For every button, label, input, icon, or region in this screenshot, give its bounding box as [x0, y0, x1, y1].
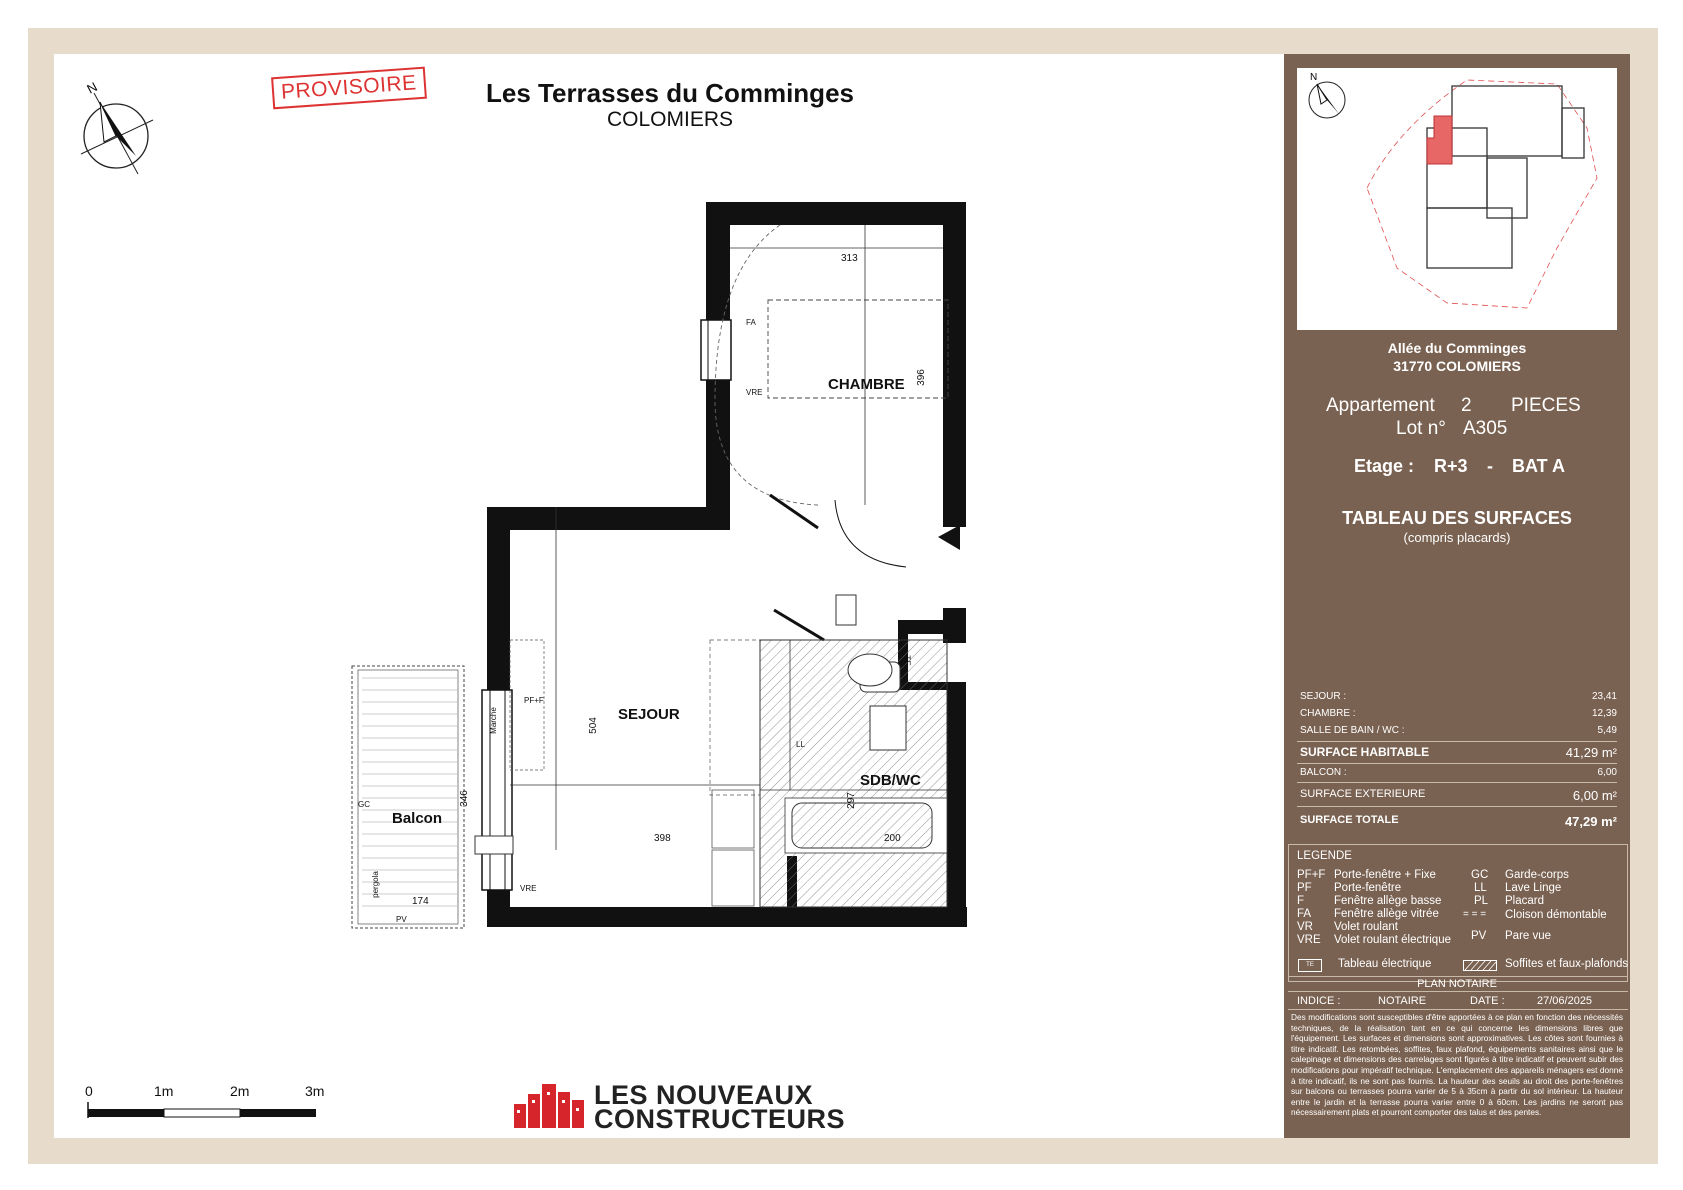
surface-row-sdb: SALLE DE BAIN / WC : 5,49 [1300, 725, 1617, 736]
entrance-arrow-icon [938, 525, 960, 550]
label-gc: GC [358, 800, 370, 809]
legend-text: Porte-fenêtre [1334, 882, 1402, 894]
brand-logo-icon [512, 1080, 586, 1130]
apartment-label: Appartement [1326, 395, 1435, 416]
legend-code: PL [1474, 895, 1489, 907]
surfaces-table-subtitle: (compris placards) [1403, 530, 1511, 545]
label-pv: PV [396, 915, 407, 924]
legend-text: Fenêtre allège basse [1334, 895, 1442, 907]
legend-text: Volet roulant [1334, 921, 1398, 933]
legend-code: VRE [1297, 934, 1321, 946]
dim-chambre-depth: 396 [915, 369, 927, 386]
building-minimap [1297, 68, 1617, 330]
provisional-stamp: PROVISOIRE [271, 67, 427, 110]
label-te: TE [902, 655, 912, 666]
label-pergola: pergola [370, 871, 380, 898]
room-chambre-label: CHAMBRE [828, 376, 905, 393]
surface-row-sejour: SEJOUR : 23,41 [1300, 691, 1617, 702]
plan-notaire-label: PLAN NOTAIRE [1417, 978, 1497, 990]
scale-tick-3: 3m [305, 1083, 325, 1099]
room-balcon-label: Balcon [392, 810, 443, 827]
legend-text: Porte-fenêtre + Fixe [1334, 869, 1436, 881]
dim-sdb-depth: 297 [845, 792, 857, 809]
brand-name-line1: LES NOUVEAUX [594, 1080, 814, 1110]
surface-row-chambre: CHAMBRE : 12,39 [1300, 708, 1617, 719]
washbasin [870, 706, 906, 750]
room-sejour-label: SEJOUR [618, 706, 680, 723]
address-line1: Allée du Comminges [1387, 340, 1527, 356]
legend-text: Volet roulant électrique [1334, 934, 1451, 946]
room-sdb-label: SDB/WC [860, 772, 921, 789]
surface-row-balcon: BALCON : 6,00 [1300, 767, 1617, 778]
scale-tick-2: 2m [230, 1083, 250, 1099]
svg-text:N: N [1310, 72, 1318, 83]
toilet [848, 654, 892, 686]
dim-balcon-width: 174 [412, 896, 429, 907]
dim-sejour-width: 398 [654, 833, 671, 844]
indice-value: NOTAIRE [1378, 995, 1427, 1007]
legend-text: Garde-corps [1505, 869, 1569, 881]
date-value: 27/06/2025 [1537, 995, 1593, 1007]
etage-separator: - [1487, 456, 1493, 476]
north-compass-icon [76, 78, 156, 178]
dim-sejour-depth: 504 [587, 717, 599, 734]
dim-balcon-depth: 346 [458, 790, 470, 807]
legend-code: LL [1474, 882, 1487, 894]
indice-label: INDICE : [1297, 995, 1341, 1007]
legend-te-text: Tableau électrique [1338, 958, 1432, 970]
label-marche: Marche [488, 707, 498, 734]
surfaces-table-title: TABLEAU DES SURFACES [1342, 508, 1572, 528]
project-city: COLOMIERS [606, 108, 734, 131]
surface-exterieure: SURFACE EXTERIEURE 6,00 m² [1300, 788, 1617, 803]
pieces-label: PIECES [1511, 395, 1581, 416]
legend-text: Cloison démontable [1505, 909, 1607, 921]
legend-code: PF+F [1297, 869, 1326, 881]
label-pff: PF+F [524, 696, 544, 705]
apartment-rooms: 2 [1461, 395, 1472, 416]
dim-chambre-width: 313 [841, 253, 858, 264]
legend-code: F [1297, 895, 1305, 907]
legend-text: Fenêtre allège vitrée [1334, 908, 1439, 920]
label-vre: VRE [746, 388, 763, 397]
etage-label: Etage : [1354, 456, 1415, 476]
legend-code: VR [1297, 921, 1313, 933]
legend-code: PF [1297, 882, 1312, 894]
te-symbol-icon: TE [1298, 959, 1322, 972]
lot-label: Lot n° [1396, 418, 1446, 439]
address-line2: 31770 COLOMIERS [1393, 358, 1521, 374]
legal-notice: Des modifications sont susceptibles d'être apportées à ce plan en fonction des nécessités techniques, de la réalisation tant en ce qui concerne les dimensions libres que l'équipement. Les surfaces et dimensions sont approximatives. Les côtes sont fournies à titre indicatif. Les retombées, soffites, faux plafond, équipements sanitaires ainsi que le calepinage et dimensions des carrelages sont figurés à titre indicatif et peuvent subir des modifications pour impératif technique. L'emplacement des appareils ménagers est donné à titre indicatif, ils ne sont pas fournis. La hauteur des seuils au droit des porte-fenêtres sur balcons ou terrasses pourra varier de 5 à 35cm à partir du sol intérieur. La hauteur entre le jardin et la terrasse pourra varier entre 0 à 60cm. Les jardins ne seront pas nécessairement plats et pourront comporter des talus et des pentes. [1291, 1012, 1623, 1118]
balcony-deck [352, 666, 464, 928]
surface-habitable: SURFACE HABITABLE 41,29 m² [1300, 745, 1617, 760]
legend-text: Placard [1505, 895, 1544, 907]
scale-bar [86, 1100, 322, 1120]
label-vre2: VRE [520, 884, 537, 893]
svg-text:N: N [84, 78, 100, 97]
scale-tick-0: 0 [85, 1083, 93, 1099]
legend-title: LEGENDE [1297, 850, 1352, 862]
date-label: DATE : [1470, 995, 1505, 1007]
hatch-symbol-icon [1463, 960, 1497, 971]
legend-text: Lave Linge [1505, 882, 1562, 894]
legend-code: FA [1297, 908, 1312, 920]
brand-name-line2: CONSTRUCTEURS [594, 1104, 846, 1134]
legend-hatch-text: Soffites et faux-plafonds [1505, 958, 1629, 970]
legend-code: GC [1471, 869, 1489, 881]
label-ll: LL [796, 740, 805, 749]
scale-tick-1: 1m [154, 1083, 174, 1099]
legend-code: PV [1471, 930, 1487, 942]
lot-value: A305 [1463, 418, 1508, 439]
batiment: BAT A [1512, 456, 1565, 476]
legend-code: = = = [1463, 909, 1487, 920]
dim-sdb-width: 200 [884, 833, 901, 844]
label-fa: FA [746, 318, 756, 327]
etage-value: R+3 [1434, 456, 1468, 476]
floor-plan [340, 200, 1040, 940]
legend-text: Pare vue [1505, 930, 1552, 942]
surface-totale: SURFACE TOTALE 47,29 m² [1300, 814, 1617, 829]
chambre-window [701, 320, 731, 380]
project-title: Les Terrasses du Comminges [486, 78, 854, 108]
